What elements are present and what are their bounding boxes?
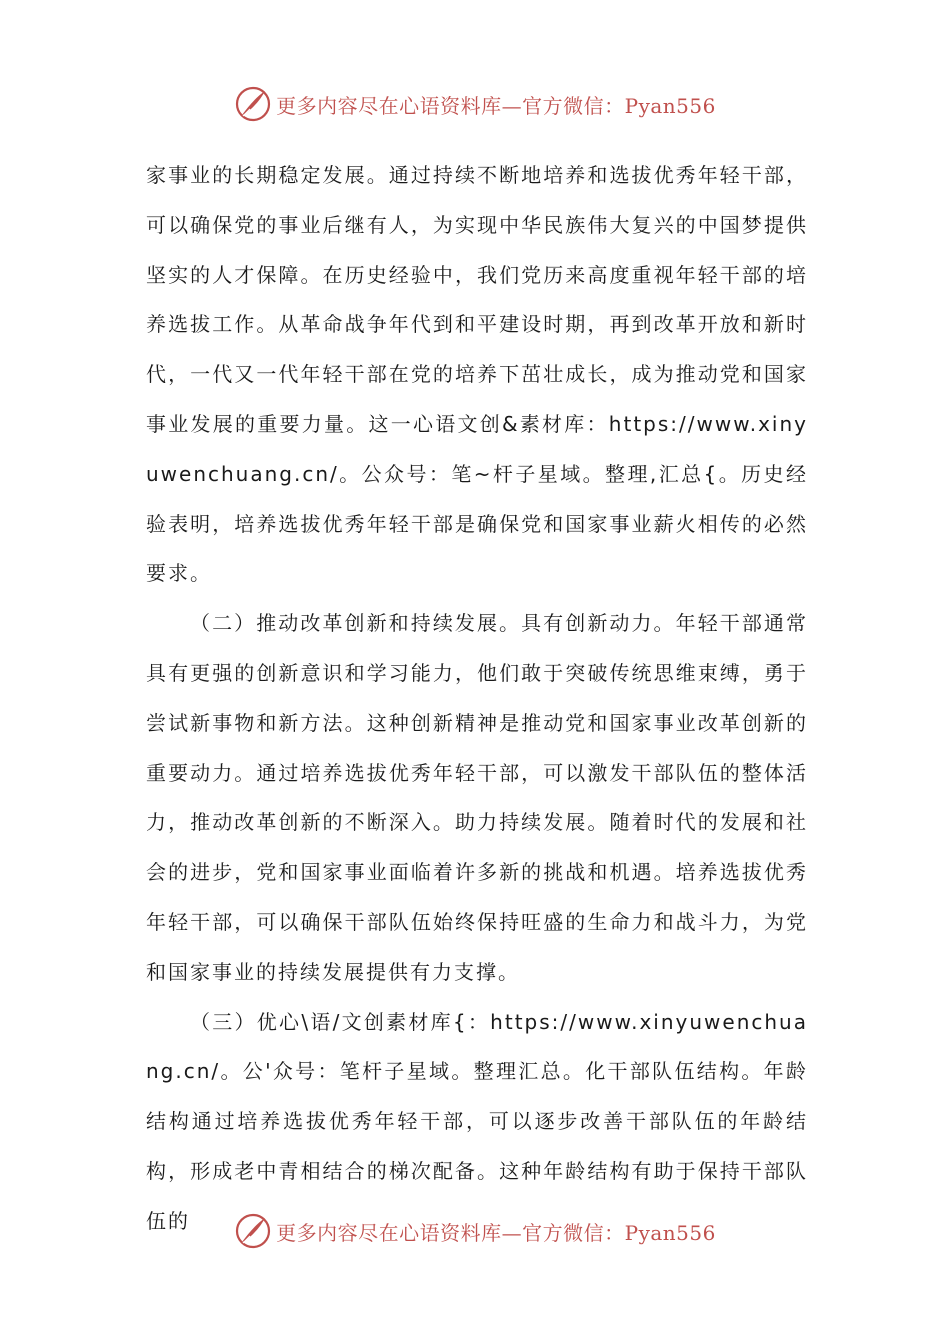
document-body	[146, 151, 808, 1247]
footer-banner-text: 更多内容尽在心语资料库—官方微信：Pyan556	[276, 1220, 716, 1245]
paragraph-3: （三）优心\语/文创素材库{：https://www.xinyuwenchuang.cn/。公'众号：笔杆子星域。整理汇总。化干部队伍结构。年龄结构通过培养选拔优秀年轻干部，可以逐步改善干部队伍的年龄结构，形成老中青相结合的梯次配备。这种年龄结构有助于保持干部队伍的	[146, 1009, 808, 1233]
footer-banner	[0, 1209, 950, 1253]
header-banner	[0, 82, 950, 126]
paragraph-2: （二）推动改革创新和持续发展。具有创新动力。年轻干部通常具有更强的创新意识和学习能力，他们敢于突破传统思维束缚，勇于尝试新事物和新方法。这种创新精神是推动党和国家事业改革创新的重要动力。通过培养选拔优秀年轻干部，可以激发干部队伍的整体活力，推动改革创新的不断深入。助力持续发展。随着时代的发展和社会的进步，党和国家事业面临着许多新的挑战和机遇。培养选拔优秀年轻干部，可以确保干部队伍始终保持旺盛的生命力和战斗力，为党和国家事业的持续发展提供有力支撑。	[146, 611, 808, 984]
paragraph-1: 家事业的长期稳定发展。通过持续不断地培养和选拔优秀年轻干部，可以确保党的事业后继有人，为实现中华民族伟大复兴的中国梦提供坚实的人才保障。在历史经验中，我们党历来高度重视年轻干部的培养选拔工作。从革命战争年代到和平建设时期，再到改革开放和新时代，一代又一代年轻干部在党的培养下茁壮成长，成为推动党和国家事业发展的重要力量。这一心语文创&素材库：https://www.xinyuwenchuang.cn/。公众号：笔~杆子星域。整理,汇总{。历史经验表明，培养选拔优秀年轻干部是确保党和国家事业薪火相传的必然要求。	[146, 163, 808, 586]
header-banner-text: 更多内容尽在心语资料库—官方微信：Pyan556	[276, 93, 716, 118]
quill-logo-icon	[234, 1212, 272, 1250]
quill-logo-icon	[234, 85, 272, 123]
